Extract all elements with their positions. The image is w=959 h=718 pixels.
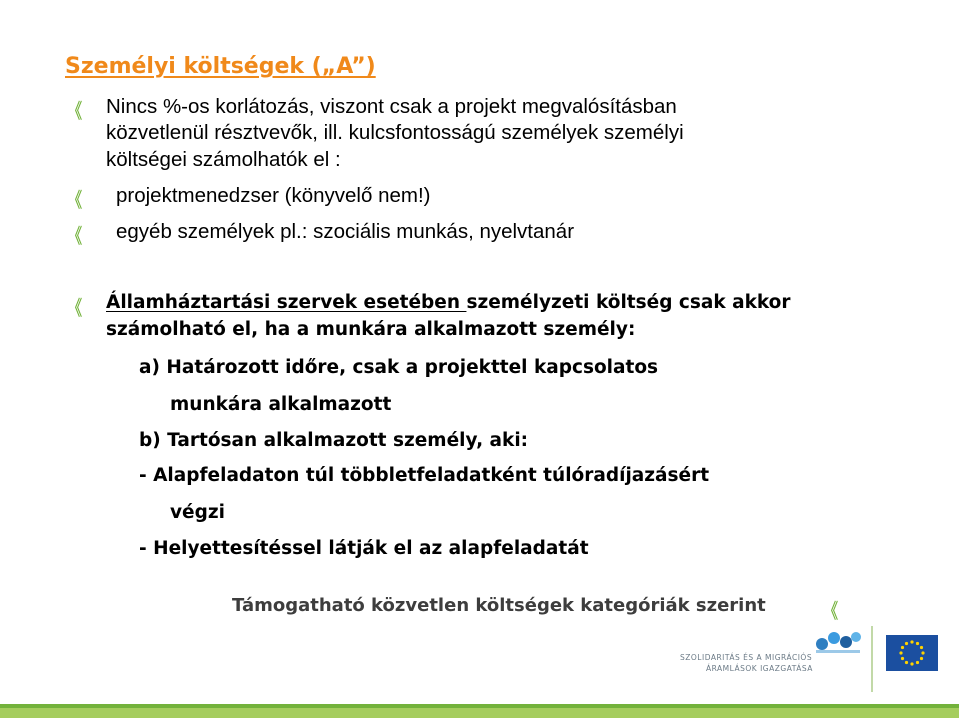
item-b: b) Tartósan alkalmazott személy, aki: [139,430,529,451]
block2-line2: számolható el, ha a munkára alkalmazott személy: [106,319,636,340]
item-a-line1: a) Határozott időre, csak a projekttel kapcsolatos [139,357,659,378]
block2-rest: személyzeti költség csak akkor [466,292,791,313]
item-a-line2: munkára alkalmazott [170,394,392,415]
sub-item-egyeb-szemelyek: egyéb személyek pl.: szociális munkás, nyelvtanár [116,220,575,243]
footer-bullet-icon: 《 [824,599,838,623]
eu-flag-icon [886,635,938,671]
bottom-band-light [0,708,959,718]
item-dash1-line2: végzi [170,502,225,523]
block2-underlined: Államháztartási szervek esetében [106,292,467,313]
bullet-icon: 《 [68,188,82,212]
bullet-icon: 《 [68,99,82,123]
bullet-icon: 《 [68,296,82,320]
item-dash1-line1: - Alapfeladaton túl többletfeladatként túlóradíjazásért [139,465,710,486]
block1-line1: Nincs %-os korlátozás, viszont csak a projekt megvalósításban [106,95,677,118]
footer-text: Támogatható közvetlen költségek kategóriák szerint [232,595,766,616]
block1-line3: költségei számolhatók el : [106,148,341,171]
logo-divider [871,626,873,692]
org-name-line1: SZOLIDARITÁS ÉS A MIGRÁCIÓS [680,653,813,662]
block2-line1 [106,292,791,313]
sub-item-projektmenedzser: projektmenedzser (könyvelő nem!) [116,184,431,207]
org-name-line2: ÁRAMLÁSOK IGAZGATÁSA [706,664,813,673]
page-title: Személyi költségek („A”) [65,54,376,79]
block1-line2: közvetlenül résztvevők, ill. kulcsfontosságú személyek személyi [106,121,684,144]
item-dash2: - Helyettesítéssel látják el az alapfeladatát [139,538,589,559]
organization-logo-icon [812,628,864,658]
bullet-icon: 《 [68,224,82,248]
